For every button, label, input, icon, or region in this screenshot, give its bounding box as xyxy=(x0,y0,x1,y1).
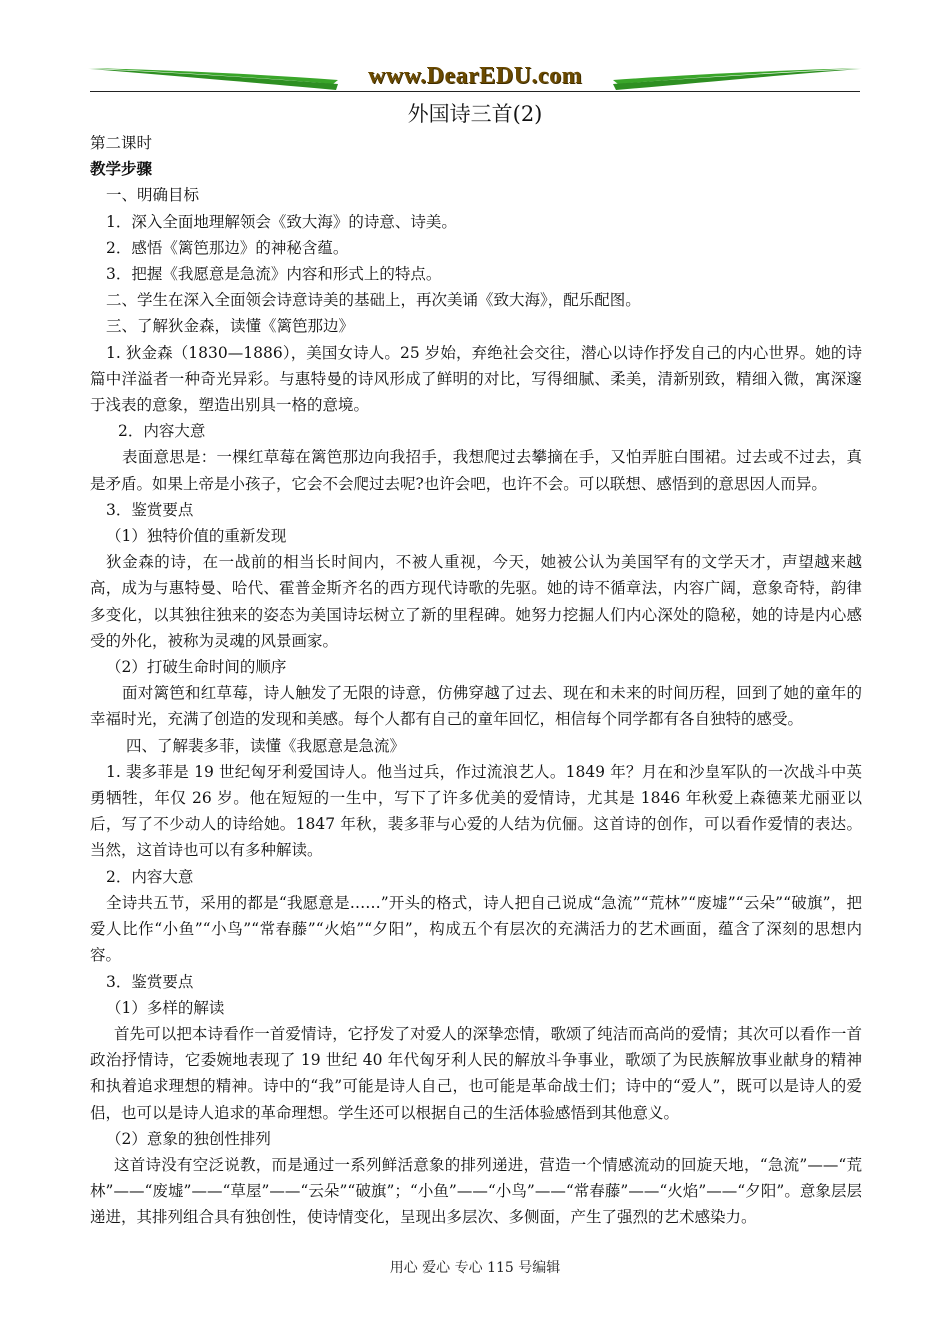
site-banner xyxy=(88,62,862,94)
list-item: 2．感悟《篱笆那边》的神秘含蕴。 xyxy=(106,238,349,257)
lesson-period: 第二课时 xyxy=(90,134,153,152)
steps-heading: 教学步骤 xyxy=(90,159,153,179)
section-heading: 四、了解裴多菲，读懂《我愿意是急流》 xyxy=(126,736,406,755)
header-rule xyxy=(90,91,860,92)
paragraph: 首先可以把本诗看作一首爱情诗，它抒发了对爱人的深挚恋情，歌颂了纯洁而高尚的爱情；其次可以看作一首政治抒情诗，它委婉地表现了 19 世纪 40 年代匈牙利人民的解放斗争事业，歌颂了为民族解放事业献身的精神和执着追求理想的精神。诗中的“我”可能是诗人自己，也可能是革命战士们；诗中的“爱人”，既可以是诗人的爱侣，也可以是诗人追求的革命理想。学生还可以根据自己的生活体验感悟到其他意义。 xyxy=(90,1024,862,1122)
subheading: （1）多样的解读 xyxy=(106,998,225,1017)
list-item: 3．把握《我愿意是急流》内容和形式上的特点。 xyxy=(106,265,442,284)
page-title: 外国诗三首(2) xyxy=(407,102,543,126)
subheading: （1）独特价值的重新发现 xyxy=(106,527,287,546)
list-item: 1．深入全面地理解领会《致大海》的诗意、诗美。 xyxy=(106,212,457,231)
section-heading: 一、明确目标 xyxy=(106,186,200,205)
paragraph: 这首诗没有空泛说教，而是通过一系列鲜活意象的排列递进，营造一个情感流动的回旋天地，“急流”——“荒林”——“废墟”——“草屋”——“云朵”“破旗”；“小鱼”——“小鸟”——“常春藤”——“火焰”——“夕阳”。意象层层递进，其排列组合具有独创性，使诗情变化，呈现出多层次、多侧面，产生了强烈的艺术感染力。 xyxy=(90,1155,862,1227)
subheading: 2．内容大意 xyxy=(106,867,194,886)
page-footer: 用心 爱心 专心 115 号编辑 xyxy=(389,1260,561,1276)
subheading: 3．鉴赏要点 xyxy=(106,500,194,519)
subheading: 3．鉴赏要点 xyxy=(106,972,194,991)
paragraph: 1. 狄金森（1830—1886），美国女诗人。25 岁始，弃绝社会交往，潜心以诗作抒发自己的内心世界。她的诗篇中洋溢者一种奇光异彩。与惠特曼的诗风形成了鲜明的对比，写得细腻、柔美，清新别致，精细入微，寓深邃于浅表的意象，塑造出别具一格的意境。 xyxy=(90,343,862,415)
document-body xyxy=(90,130,862,1231)
site-url: www.DearEDU.com xyxy=(367,63,583,89)
subheading: （2）意象的独创性排列 xyxy=(106,1129,271,1148)
paragraph: 全诗共五节，采用的都是“我愿意是……”开头的格式，诗人把自己说成“急流”“荒林”“废墟”“云朵”“破旗”，把爱人比作“小鱼”“小鸟”“常春藤”“火焰”“夕阳”，构成五个有层次的充满活力的艺术画面，蕴含了深刻的思想内容。 xyxy=(90,893,862,965)
section-heading: 二、学生在深入全面领会诗意诗美的基础上，再次美诵《致大海》，配乐配图。 xyxy=(106,291,641,310)
paragraph: 狄金森的诗，在一战前的相当长时间内，不被人重视，今天，她被公认为美国罕有的文学天才，声望越来越高，成为与惠特曼、哈代、霍普金斯齐名的西方现代诗歌的先驱。她的诗不循章法，内容广阔，意象奇特，韵律多变化，以其独往独来的姿态为美国诗坛树立了新的里程碑。她努力挖掘人们内心深处的隐秘，她的诗是内心感受的外化，被称为灵魂的风景画家。 xyxy=(90,553,862,650)
paragraph: 面对篱笆和红草莓，诗人触发了无限的诗意，仿佛穿越了过去、现在和未来的时间历程，回到了她的童年的幸福时光，充满了创造的发现和美感。每个人都有自己的童年回忆，相信每个同学都有各自独特的感受。 xyxy=(90,684,862,729)
subheading: 2．内容大意 xyxy=(118,422,206,441)
paragraph: 1. 裴多菲是 19 世纪匈牙利爱国诗人。他当过兵，作过流浪艺人。1849 年？月在和沙皇军队的一次战斗中英勇牺牲，年仅 26 岁。他在短短的一生中，写下了许多优美的爱情诗，尤其是 1846 年秋爱上森德莱尤丽亚以后，写了不少动人的诗给她。1847 年秋，裴多菲与心爱的人结为伉俪。这首诗的创作，可以看作爱情的表达。当然，这首诗也可以有多种解读。 xyxy=(90,762,862,860)
paragraph: 表面意思是：一棵红草莓在篱笆那边向我招手，我想爬过去攀摘在手，又怕弄脏白围裙。过去或不过去，真是矛盾。如果上帝是小孩子，它会不会爬过去呢?也许会吧，也许不会。可以联想、感悟到的意思因人而异。 xyxy=(90,448,862,493)
subheading: （2）打破生命时间的顺序 xyxy=(106,658,287,677)
section-heading: 三、了解狄金森，读懂《篱笆那边》 xyxy=(106,317,355,336)
